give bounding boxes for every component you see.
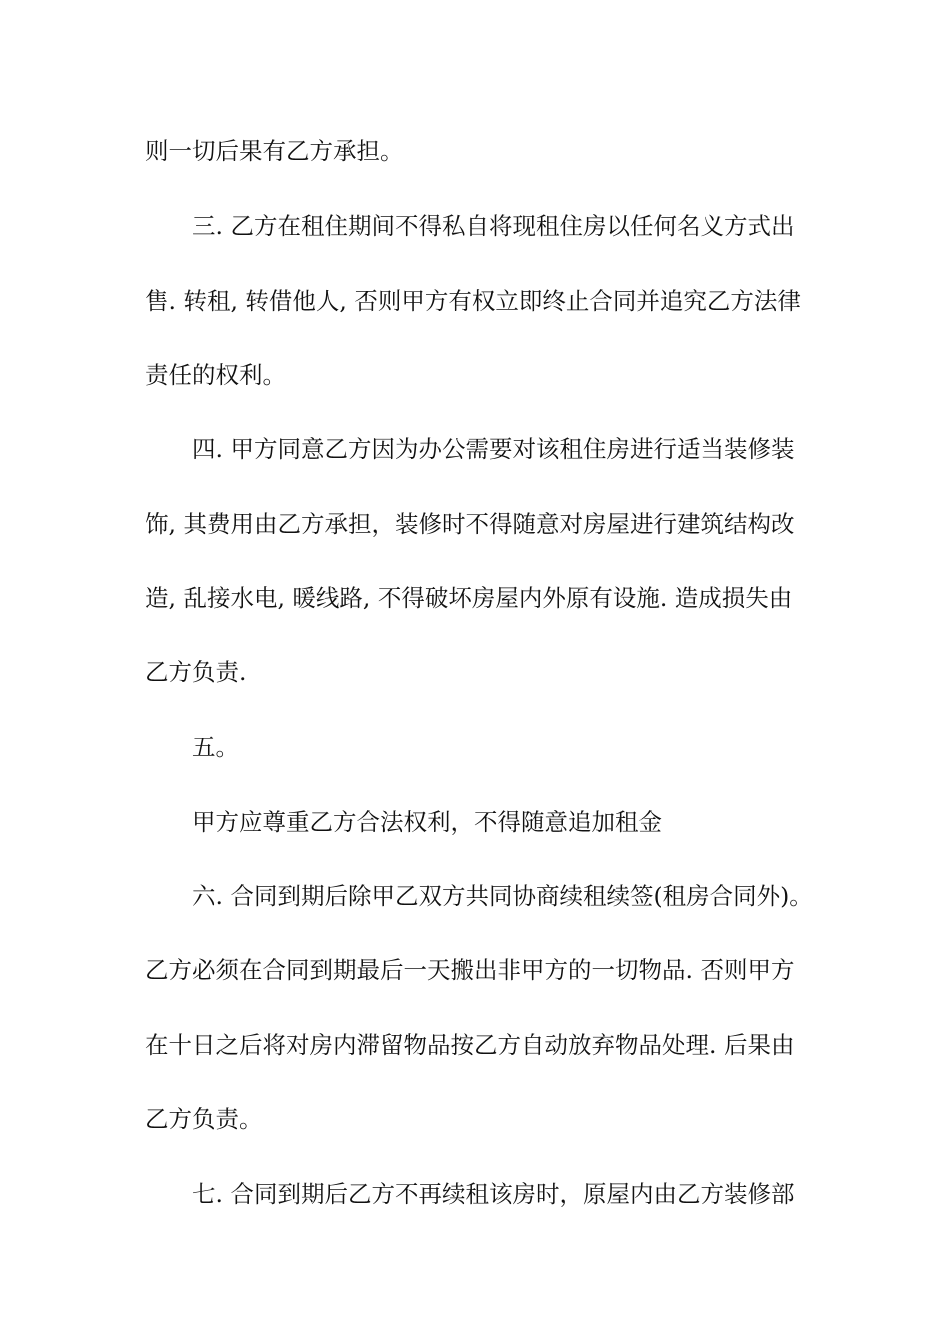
clause-7-line: 七. 合同到期后乙方不再续租该房时，原屋内由乙方装修部 [192,1180,795,1208]
clause-4-line: 四. 甲方同意乙方因为办公需要对该租住房进行适当装修装 [192,435,795,463]
clause-3-line: 三. 乙方在租住期间不得私自将现租住房以任何名义方式出 [192,212,795,240]
paragraph-line: 在十日之后将对房内滞留物品按乙方自动放弃物品处理. 后果由 [145,1031,795,1059]
paragraph-line: 则一切后果有乙方承担。 [145,137,404,165]
clause-5-line: 甲方应尊重乙方合法权利，不得随意追加租金 [192,808,662,836]
paragraph-line: 造, 乱接水电, 暖线路, 不得破坏房屋内外原有设施. 造成损失由 [145,584,793,612]
clause-6-line: 六. 合同到期后除甲乙双方共同协商续租续签(租房合同外)。 [192,882,813,910]
paragraph-line: 乙方负责. [145,658,247,686]
paragraph-line: 饰, 其费用由乙方承担，装修时不得随意对房屋进行建筑结构改 [145,510,795,538]
paragraph-line: 乙方负责。 [145,1105,263,1133]
paragraph-line: 售. 转租, 转借他人, 否则甲方有权立即终止合同并追究乙方法律 [145,287,801,315]
paragraph-line: 责任的权利。 [145,361,286,389]
paragraph-line: 乙方必须在合同到期最后一天搬出非甲方的一切物品. 否则甲方 [145,956,795,984]
clause-5-heading: 五。 [192,733,239,761]
